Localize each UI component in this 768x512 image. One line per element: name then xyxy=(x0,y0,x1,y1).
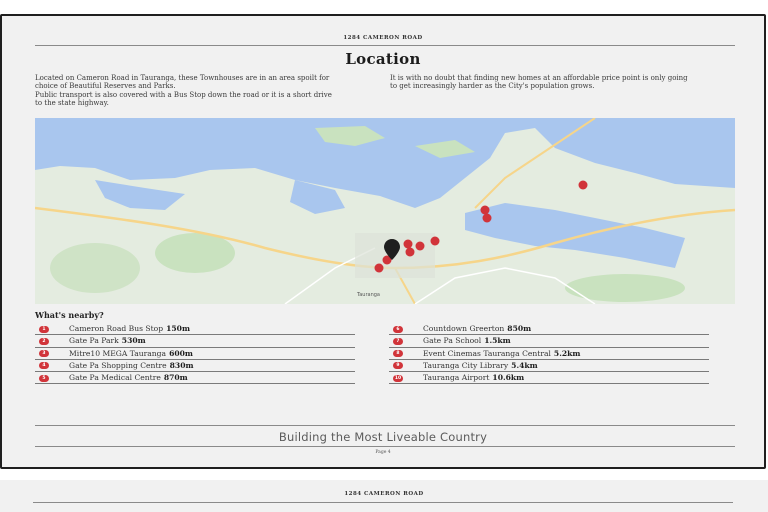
map-marker-number-icon: 5 xyxy=(39,375,49,382)
nearby-item-name: Event Cinemas Tauranga Central xyxy=(423,348,551,358)
map-marker-number-icon: 7 xyxy=(393,338,403,345)
nearby-item-text xyxy=(423,348,580,360)
document-page xyxy=(0,14,766,469)
nearby-item-name: Countdown Greerton xyxy=(423,324,505,333)
intro-paragraph-1: Located on Cameron Road in Tauranga, these Townhouses are in an area spoilt for choice of Beautiful Reserves and Parks. xyxy=(35,74,330,91)
map-marker xyxy=(481,206,490,215)
park-area xyxy=(565,274,685,302)
nearby-item-text xyxy=(69,335,146,347)
map-marker-number-icon: 9 xyxy=(393,362,403,369)
nearby-item-text xyxy=(69,372,188,384)
nearby-item-text xyxy=(423,323,531,335)
next-page-header: 1284 CAMERON ROAD xyxy=(344,491,424,497)
nearby-item-name: Gate Pa Shopping Centre xyxy=(69,360,167,370)
map-marker-number-icon: 8 xyxy=(393,350,403,357)
nearby-item-text xyxy=(69,323,190,335)
nearby-item xyxy=(35,323,355,335)
park-area xyxy=(155,233,235,273)
nearby-item-distance: 10.6km xyxy=(492,373,525,383)
nearby-item xyxy=(35,360,355,372)
nearby-item-distance: 830m xyxy=(169,360,194,370)
map-marker xyxy=(404,240,413,249)
nearby-item-name: Mitre10 MEGA Tauranga xyxy=(69,348,167,358)
footer-tagline: Building the Most Liveable Country xyxy=(278,430,488,444)
nearby-item-distance: 600m xyxy=(169,348,193,358)
page-title: Location xyxy=(345,50,421,68)
intro-paragraph-3: It is with no doubt that finding new homes at an affordable price point is only going to get increasingly harder as the City's population grows. xyxy=(390,74,688,91)
header-rule xyxy=(35,45,735,46)
nearby-item-distance: 150m xyxy=(166,324,190,333)
nearby-item-name: Tauranga City Library xyxy=(423,360,509,370)
nearby-item xyxy=(389,372,709,384)
map-marker-number-icon: 6 xyxy=(393,326,403,333)
nearby-item xyxy=(389,323,709,335)
nearby-item-distance: 530m xyxy=(121,336,146,346)
nearby-item xyxy=(35,372,355,384)
nearby-item-text xyxy=(423,372,524,384)
page-number: Page 4 xyxy=(375,450,391,455)
map-marker-number-icon: 4 xyxy=(39,362,49,369)
nearby-item xyxy=(389,335,709,347)
nearby-item-text xyxy=(69,360,194,372)
intro-paragraph-2: Public transport is also covered with a Bus Stop down the road or it is a short drive to the state highway. xyxy=(35,90,332,108)
nearby-item-name: Gate Pa Medical Centre xyxy=(69,373,161,383)
nearby-item xyxy=(35,335,355,347)
nearby-item-distance: 870m xyxy=(163,373,188,383)
nearby-item-text xyxy=(423,335,511,347)
nearby-item-text xyxy=(423,360,538,372)
nearby-item-distance: 1.5km xyxy=(484,336,511,346)
intro-left-column xyxy=(35,74,335,108)
map-marker-number-icon: 1 xyxy=(39,326,49,333)
location-map xyxy=(35,118,735,304)
nearby-item-name: Tauranga Airport xyxy=(423,373,490,383)
next-page-preview xyxy=(0,480,768,512)
nearby-item xyxy=(35,348,355,360)
next-page-header-rule xyxy=(33,502,733,503)
park-area xyxy=(50,243,140,293)
nearby-list-left xyxy=(35,323,355,384)
map-marker xyxy=(406,248,415,257)
nearby-heading: What's nearby? xyxy=(35,310,104,320)
nearby-item-name: Cameron Road Bus Stop xyxy=(69,324,164,333)
intro-right-column xyxy=(390,74,690,91)
page-header: 1284 CAMERON ROAD xyxy=(343,35,423,41)
nearby-item xyxy=(389,348,709,360)
nearby-item-distance: 5.2km xyxy=(553,348,581,358)
map-place-label: Tauranga xyxy=(357,292,380,298)
nearby-item-name: Gate Pa School xyxy=(423,336,482,346)
map-marker-number-icon: 10 xyxy=(394,375,402,381)
nearby-list-right xyxy=(389,323,709,384)
nearby-item-distance: 850m xyxy=(507,324,532,333)
map-marker-number-icon: 2 xyxy=(39,338,49,345)
nearby-item-distance: 5.4km xyxy=(511,360,538,370)
map-marker xyxy=(579,181,588,190)
nearby-item-text xyxy=(69,348,193,360)
map-marker xyxy=(416,242,425,251)
map-marker xyxy=(375,264,384,273)
nearby-item-name: Gate Pa Park xyxy=(69,336,119,346)
map-marker xyxy=(431,237,440,246)
footer-rule-bottom xyxy=(35,446,735,447)
map-graphic xyxy=(35,118,735,304)
map-marker-number-icon: 3 xyxy=(39,350,49,357)
nearby-item xyxy=(389,360,709,372)
map-marker xyxy=(483,214,492,223)
footer-rule-top xyxy=(35,425,735,426)
